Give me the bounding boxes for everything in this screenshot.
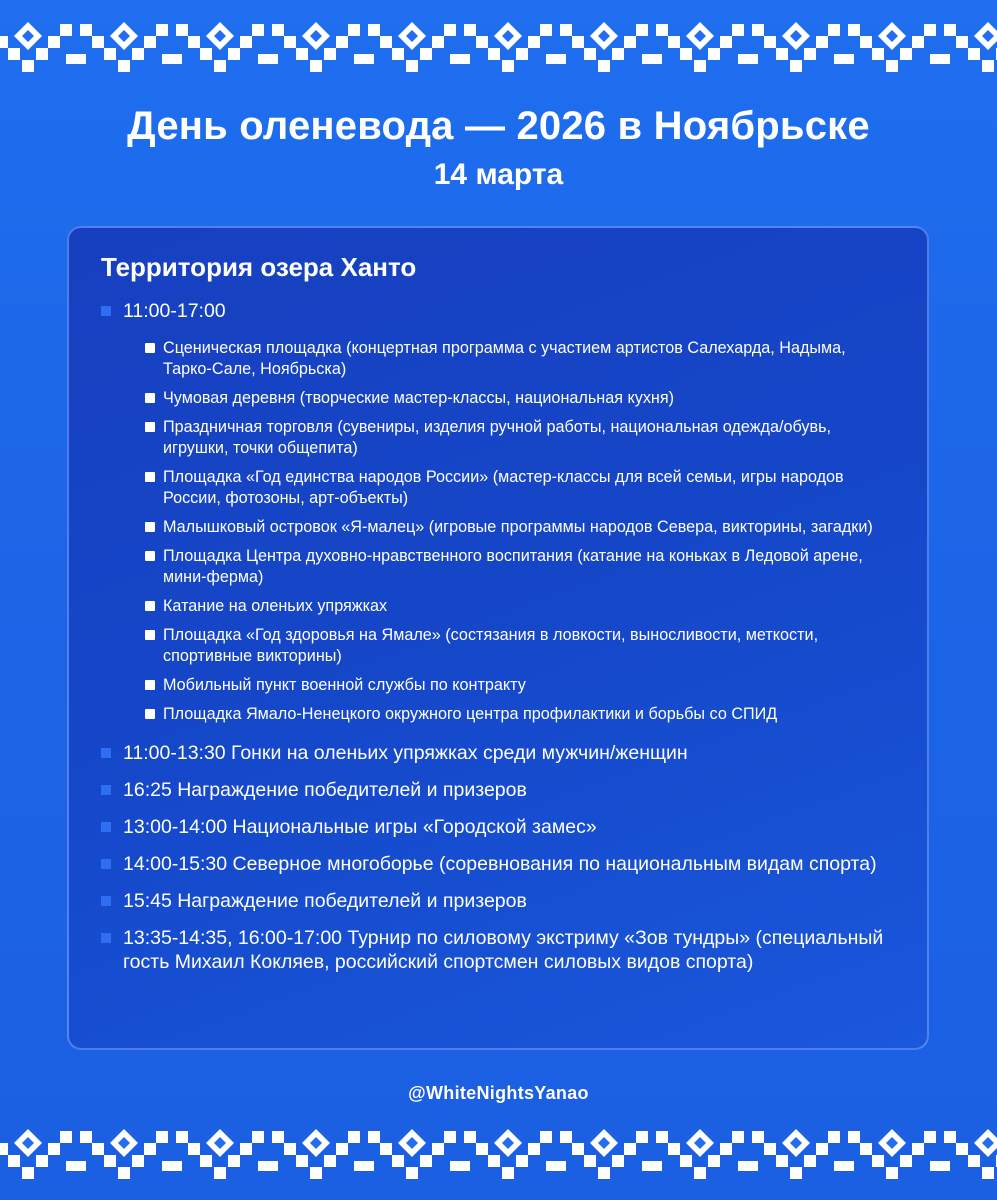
activity-item <box>123 675 897 696</box>
activity-item <box>123 596 897 617</box>
activity-item <box>123 467 897 509</box>
activity-item <box>123 417 897 459</box>
activity-text: Площадка «Год здоровья на Ямале» (состязания в ловкости, выносливости, меткости, спортивные викторины) <box>163 626 819 665</box>
square-bullet-icon <box>145 601 155 611</box>
activity-item <box>123 625 897 667</box>
event-date: 14 марта <box>433 158 564 191</box>
square-bullet-icon <box>101 785 111 795</box>
schedule-item <box>101 778 897 802</box>
activity-item <box>123 704 897 725</box>
top-ornament-border <box>0 18 997 78</box>
activity-text: Чумовая деревня (творческие мастер-классы, национальная кухня) <box>163 389 675 407</box>
square-bullet-icon <box>101 896 111 906</box>
activity-text: Площадка «Год единства народов России» (мастер-классы для всей семьи, игры народов России, фотозоны, арт-объекты) <box>163 468 844 507</box>
schedule-item <box>101 741 897 765</box>
square-bullet-icon <box>145 551 155 561</box>
activity-text: Площадка Центра духовно-нравственного воспитания (катание на коньках в Ледовой арене, мини-ферма) <box>163 547 863 586</box>
schedule-list <box>101 299 897 974</box>
activity-text: Мобильный пункт военной службы по контракту <box>163 676 526 694</box>
activity-list <box>123 338 897 725</box>
schedule-item <box>101 815 897 839</box>
bottom-ornament-border <box>0 1125 997 1185</box>
activity-item <box>123 338 897 380</box>
schedule-item-text: 13:00-14:00 Национальные игры «Городской замес» <box>123 816 597 838</box>
schedule-item-text: 11:00-13:30 Гонки на оленьих упряжках среди мужчин/женщин <box>123 742 688 764</box>
location-title: Территория озера Ханто <box>101 252 417 282</box>
square-bullet-icon <box>145 422 155 432</box>
activity-text: Сценическая площадка (концертная программа с участием артистов Салехарда, Надыма, Тарко-Сале, Ноябрьска) <box>163 339 846 378</box>
schedule-item <box>101 889 897 913</box>
schedule-item <box>101 299 897 725</box>
square-bullet-icon <box>101 748 111 758</box>
page-title: День оленевода — 2026 в Ноябрьске <box>127 104 870 148</box>
schedule-card <box>67 226 929 1050</box>
schedule-item-text: 11:00-17:00 <box>123 300 226 322</box>
social-handle: @WhiteNightsYanao <box>408 1083 589 1103</box>
square-bullet-icon <box>145 472 155 482</box>
schedule-item-text: 13:35-14:35, 16:00-17:00 Турнир по силовому экстриму «Зов тундры» (специальный гость Михаил Кокляев, российский спортсмен силовых видов спорта) <box>123 927 884 973</box>
activity-text: Площадка Ямало-Ненецкого окружного центра профилактики и борьбы со СПИД <box>163 705 778 723</box>
activity-text: Катание на оленьих упряжках <box>163 597 388 615</box>
schedule-item-text: 14:00-15:30 Северное многоборье (соревнования по национальным видам спорта) <box>123 853 877 875</box>
activity-item <box>123 546 897 588</box>
square-bullet-icon <box>101 822 111 832</box>
activity-text: Малышковый островок «Я-малец» (игровые программы народов Севера, викторины, загадки) <box>163 518 873 536</box>
square-bullet-icon <box>145 630 155 640</box>
square-bullet-icon <box>145 522 155 532</box>
activity-item <box>123 388 897 409</box>
schedule-item <box>101 926 897 974</box>
square-bullet-icon <box>145 343 155 353</box>
square-bullet-icon <box>145 709 155 719</box>
square-bullet-icon <box>101 933 111 943</box>
activity-item <box>123 517 897 538</box>
schedule-item-text: 15:45 Награждение победителей и призеров <box>123 890 527 912</box>
square-bullet-icon <box>145 680 155 690</box>
schedule-item-text: 16:25 Награждение победителей и призеров <box>123 779 527 801</box>
square-bullet-icon <box>101 859 111 869</box>
schedule-item <box>101 852 897 876</box>
activity-text: Праздничная торговля (сувениры, изделия ручной работы, национальная одежда/обувь, игрушки, точки общепита) <box>163 418 832 457</box>
square-bullet-icon <box>101 306 111 316</box>
square-bullet-icon <box>145 393 155 403</box>
